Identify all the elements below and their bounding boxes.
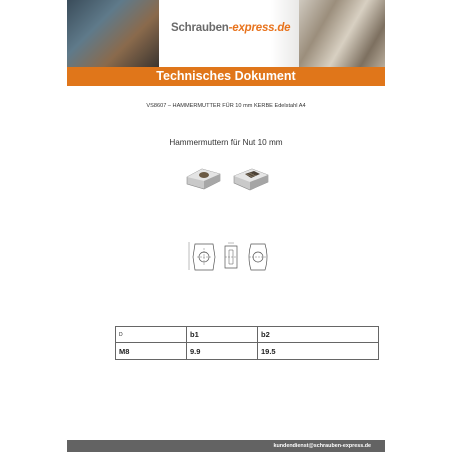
document-page [67,0,385,452]
header [67,0,385,67]
hammer-nut-right [234,169,268,190]
side-view [225,243,237,268]
table-header-cell: b2 [258,327,379,343]
banner-title: Technisches Dokument [67,67,385,86]
table-header-cell: D [116,327,187,343]
footer-email[interactable]: kundendienst@schrauben-express.de [273,443,371,449]
product-photo [182,163,272,193]
technical-drawing [185,237,285,277]
document-title: Hammermuttern für Nut 10 mm [169,138,283,147]
tools-photo [67,0,159,67]
top-view [249,244,267,270]
spec-table [115,326,379,360]
table-cell: M8 [116,343,187,360]
table-row [116,343,379,360]
footer [67,440,385,452]
hammer-nut-left [187,169,220,189]
logo-text-main: Schrauben [171,22,229,34]
table-header-row [116,327,379,343]
front-view [189,242,215,270]
table-cell: 19.5 [258,343,379,360]
logo [171,22,290,34]
table-cell: 9.9 [187,343,258,360]
screws-photo [299,0,385,67]
reference-line: VS8607 – HAMMERMUTTER FÜR 10 mm KERBE Edelstahl A4 [146,103,306,109]
logo-text-accent: -express.de [228,22,291,34]
table-header-cell: b1 [187,327,258,343]
